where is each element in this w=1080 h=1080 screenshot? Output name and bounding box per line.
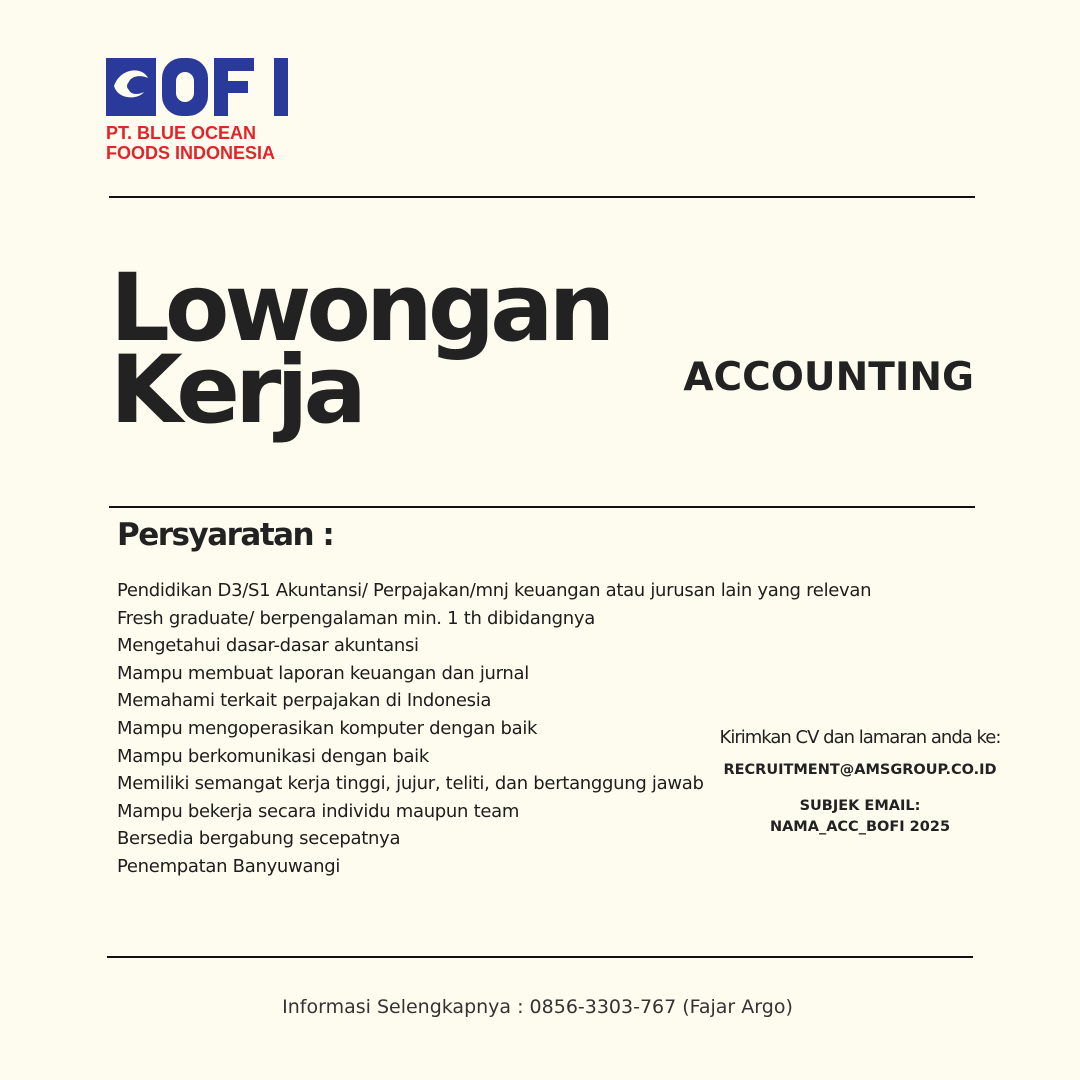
requirement-item: Fresh graduate/ berpengalaman min. 1 th dibidangnya	[117, 607, 595, 629]
email-subject-label: SUBJEK EMAIL:	[799, 798, 921, 814]
requirement-item: Penempatan Banyuwangi	[117, 855, 341, 877]
company-logo	[106, 56, 292, 162]
email-subject-value: NAMA_ACC_BOFI 2025	[769, 819, 951, 835]
recruitment-email[interactable]: RECRUITMENT@AMSGROUP.CO.ID	[723, 762, 997, 778]
requirement-item: Memiliki semangat kerja tinggi, jujur, teliti, dan bertanggung jawab	[117, 773, 704, 795]
headline-line1: Lowongan	[110, 254, 611, 363]
divider-top	[109, 196, 975, 198]
apply-instructions: Kirimkan CV dan lamaran anda ke:	[719, 727, 1001, 748]
company-name-line2: FOODS INDONESIA	[106, 143, 276, 163]
email-subject-block	[700, 796, 1020, 838]
headline-line2: Kerja	[110, 336, 362, 445]
company-name-line1: PT. BLUE OCEAN	[106, 123, 257, 143]
requirements-title: Persyaratan :	[117, 517, 334, 553]
requirement-item: Bersedia bergabung secepatnya	[117, 828, 401, 850]
requirement-item: Mampu berkomunikasi dengan baik	[117, 745, 430, 767]
divider-bottom	[107, 956, 973, 958]
requirement-item: Mampu mengoperasikan komputer dengan baik	[117, 717, 538, 739]
requirement-item: Mampu bekerja secara individu maupun team	[117, 800, 520, 822]
contact-info: Informasi Selengkapnya : 0856-3303-767 (Fajar Argo)	[282, 996, 793, 1018]
requirement-item: Mampu membuat laporan keuangan dan jurnal	[117, 662, 529, 684]
job-position: ACCOUNTING	[683, 355, 974, 400]
requirement-item: Memahami terkait perpajakan di Indonesia	[117, 690, 492, 712]
bofi-logo-mark	[106, 56, 292, 118]
divider-middle	[109, 506, 975, 508]
requirement-item: Mengetahui dasar-dasar akuntansi	[117, 635, 419, 657]
requirement-item: Pendidikan D3/S1 Akuntansi/ Perpajakan/mnj keuangan atau jurusan lain yang relevan	[117, 580, 872, 601]
